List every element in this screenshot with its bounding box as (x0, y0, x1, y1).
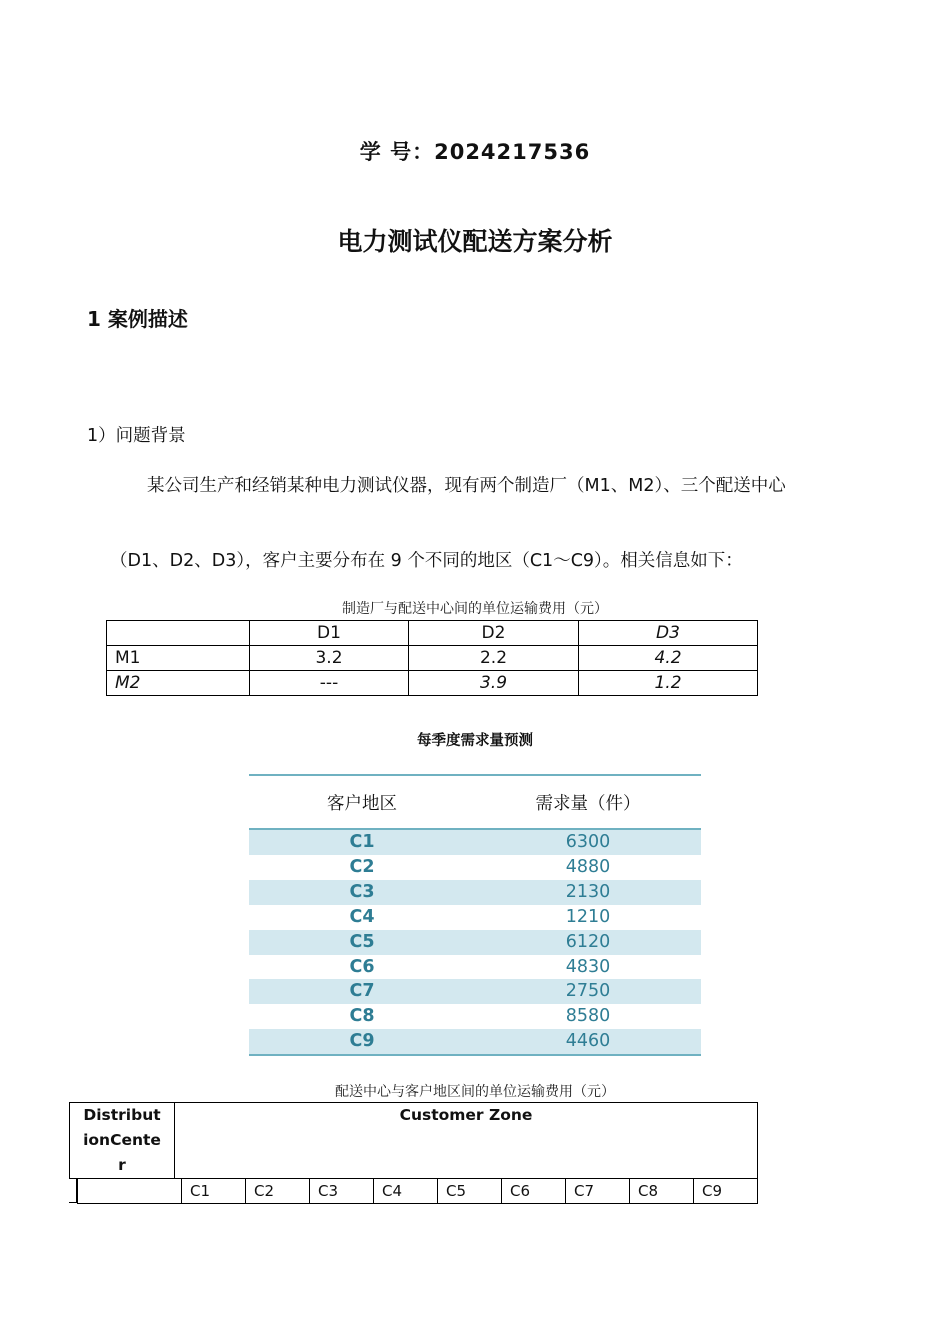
table-header-cell: 客户地区 (249, 775, 475, 829)
table-cell: 6120 (475, 930, 701, 955)
table2-caption: 每季度需求量预测 (417, 733, 533, 749)
table-cell: 1.2 (579, 671, 758, 696)
subsection-heading: 1）问题背景 (87, 426, 186, 446)
table-cell: 3.2 (250, 646, 409, 671)
table-row (107, 621, 758, 646)
table-cell: --- (250, 671, 409, 696)
corner-line: r (118, 1156, 126, 1174)
table-row (107, 646, 758, 671)
zone-cell: C5 (438, 1179, 502, 1204)
table-cell (107, 621, 250, 646)
zone-cell: C2 (246, 1179, 310, 1204)
table-cell: C9 (249, 1029, 475, 1055)
table-cell (78, 1179, 182, 1204)
table-row (249, 880, 701, 905)
table-cell: 3.9 (409, 671, 579, 696)
table-cell: 2130 (475, 880, 701, 905)
student-id-number: 2024217536 (434, 140, 591, 164)
zone-cell: C7 (566, 1179, 630, 1204)
table-cell: C6 (349, 956, 375, 977)
table-header-cell: 需求量（件） (475, 775, 701, 829)
table-cell: 6300 (475, 829, 701, 855)
zone-cell: C3 (310, 1179, 374, 1204)
table-cell: C4 (349, 906, 375, 927)
table-row (78, 1179, 758, 1204)
table-row (249, 955, 701, 980)
table-row (249, 905, 701, 930)
table1-caption: 制造厂与配送中心间的单位运输费用（元） (342, 601, 608, 617)
table-cell: 2.2 (409, 646, 579, 671)
table-cell: M2 (107, 671, 250, 696)
transport-cost-table-dc-zone (69, 1102, 758, 1179)
zone-cell: C8 (630, 1179, 694, 1204)
zone-cell: C1 (182, 1179, 246, 1204)
zone-cell: C9 (694, 1179, 758, 1204)
table-header-cell: D1 (250, 621, 409, 646)
zone-cell: C4 (374, 1179, 438, 1204)
table-cell: C8 (349, 1006, 375, 1027)
table-cell: C5 (249, 930, 475, 955)
paragraph-line-1: 某公司生产和经销某种电力测试仪器，现有两个制造厂（M1、M2）、三个配送中心 (147, 476, 786, 496)
demand-forecast-table (249, 774, 701, 1056)
table-border (69, 1202, 77, 1203)
table-row (249, 930, 701, 955)
corner-line: ionCente (83, 1131, 161, 1149)
table-cell: M1 (107, 646, 250, 671)
table-row (249, 855, 701, 880)
table-row (249, 979, 701, 1004)
section-heading: 1 案例描述 (87, 307, 188, 331)
student-id-label: 学 号： (359, 140, 435, 164)
distribution-center-header (70, 1103, 175, 1179)
table-header-cell: D3 (579, 621, 758, 646)
table-cell: C3 (249, 880, 475, 905)
table-cell: 8580 (565, 1006, 611, 1027)
table-row (249, 829, 701, 855)
table-row (249, 1029, 701, 1055)
customer-zone-header: Customer Zone (175, 1103, 758, 1179)
page-title: 电力测试仪配送方案分析 (337, 227, 613, 256)
table-cell: 4.2 (579, 646, 758, 671)
table-header-cell: D2 (409, 621, 579, 646)
zone-cell: C6 (502, 1179, 566, 1204)
table-cell: 4460 (475, 1029, 701, 1055)
table-cell: C1 (249, 829, 475, 855)
table-header-row (249, 775, 701, 829)
paragraph-line-2: （D1、D2、D3），客户主要分布在 9 个不同的地区（C1～C9）。相关信息如下： (110, 551, 743, 571)
table-cell: 2750 (475, 979, 701, 1004)
transport-cost-table-plant-dc (106, 620, 758, 696)
table-cell: C7 (249, 979, 475, 1004)
student-id (0, 136, 950, 166)
table-row (70, 1103, 758, 1179)
table-cell: 4830 (565, 956, 611, 977)
corner-line: Distribut (83, 1106, 161, 1124)
table-row (249, 1004, 701, 1029)
table-cell: 4880 (565, 856, 611, 877)
table-row (107, 671, 758, 696)
table-cell: C2 (349, 856, 375, 877)
table3-caption: 配送中心与客户地区间的单位运输费用（元） (335, 1084, 615, 1100)
table-cell: 1210 (565, 906, 611, 927)
customer-zone-row (77, 1178, 758, 1204)
